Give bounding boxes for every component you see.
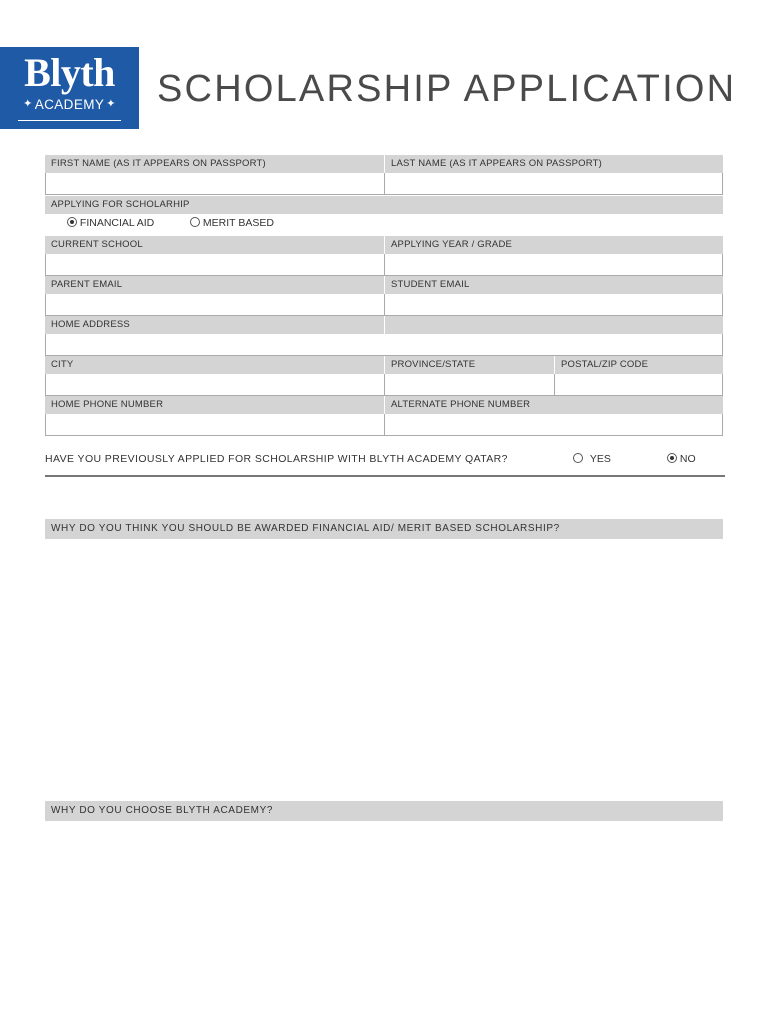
maple-leaf-icon: ✦	[23, 98, 33, 110]
school-row	[45, 236, 723, 276]
city-field[interactable]	[45, 374, 385, 396]
previous-yes-option[interactable]	[573, 453, 611, 465]
why-awarded-answer-area[interactable]	[45, 539, 723, 799]
home-phone-label: HOME PHONE NUMBER	[45, 396, 384, 414]
first-name-field[interactable]	[45, 173, 385, 195]
applying-year-label: APPLYING YEAR / GRADE	[385, 236, 723, 254]
city-row	[45, 356, 723, 396]
student-email-label: STUDENT EMAIL	[385, 276, 723, 294]
province-field[interactable]	[384, 374, 555, 396]
maple-leaf-icon: ✦	[106, 98, 116, 110]
address-row	[45, 316, 723, 356]
why-blyth-answer-area[interactable]	[45, 821, 723, 1011]
logo-sub	[0, 97, 139, 112]
home-address-label-extension	[385, 316, 723, 334]
first-name-label: FIRST NAME (AS IT APPEARS ON PASSPORT)	[45, 155, 384, 173]
postal-label: POSTAL/ZIP CODE	[555, 356, 723, 374]
blyth-academy-logo	[0, 47, 139, 129]
home-phone-field[interactable]	[45, 414, 385, 436]
city-label: CITY	[45, 356, 384, 374]
merit-based-label: MERIT BASED	[202, 217, 274, 229]
divider	[45, 475, 725, 477]
last-name-field[interactable]	[384, 173, 723, 195]
name-row	[45, 155, 723, 196]
merit-based-option[interactable]	[190, 217, 274, 229]
email-row	[45, 276, 723, 316]
current-school-label: CURRENT SCHOOL	[45, 236, 384, 254]
alt-phone-label: ALTERNATE PHONE NUMBER	[385, 396, 723, 414]
parent-email-field[interactable]	[45, 294, 385, 316]
financial-aid-option[interactable]	[67, 217, 154, 229]
why-awarded-heading: WHY DO YOU THINK YOU SHOULD BE AWARDED FINANCIAL AID/ MERIT BASED SCHOLARSHIP?	[45, 519, 723, 539]
alt-phone-field[interactable]	[384, 414, 723, 436]
previous-no-option[interactable]	[667, 453, 696, 465]
home-address-label: HOME ADDRESS	[45, 316, 384, 334]
home-address-field[interactable]	[45, 334, 723, 356]
merit-based-radio[interactable]	[190, 217, 200, 227]
previous-yes-radio[interactable]	[573, 453, 583, 463]
last-name-label: LAST NAME (AS IT APPEARS ON PASSPORT)	[385, 155, 723, 173]
financial-aid-radio[interactable]	[67, 217, 77, 227]
logo-underline	[18, 120, 121, 121]
previous-no-radio[interactable]	[667, 453, 677, 463]
applying-year-field[interactable]	[384, 254, 723, 276]
applying-for-label: APPLYING FOR SCHOLARHIP	[45, 196, 723, 214]
current-school-field[interactable]	[45, 254, 385, 276]
postal-field[interactable]	[554, 374, 723, 396]
logo-sub-text: ACADEMY	[34, 97, 105, 112]
student-email-field[interactable]	[384, 294, 723, 316]
logo-brand: Blyth	[24, 50, 115, 95]
province-label: PROVINCE/STATE	[385, 356, 554, 374]
phone-row	[45, 396, 723, 436]
financial-aid-label: FINANCIAL AID	[79, 217, 155, 229]
page-title: SCHOLARSHIP APPLICATION	[157, 68, 737, 110]
parent-email-label: PARENT EMAIL	[45, 276, 384, 294]
previous-application-question: HAVE YOU PREVIOUSLY APPLIED FOR SCHOLARSHIP WITH BLYTH ACADEMY QATAR?	[45, 453, 508, 465]
previous-no-label: NO	[679, 453, 696, 465]
previous-yes-label: YES	[589, 453, 611, 465]
scholarship-type-row	[45, 196, 723, 236]
why-blyth-heading: WHY DO YOU CHOOSE BLYTH ACADEMY?	[45, 801, 723, 821]
